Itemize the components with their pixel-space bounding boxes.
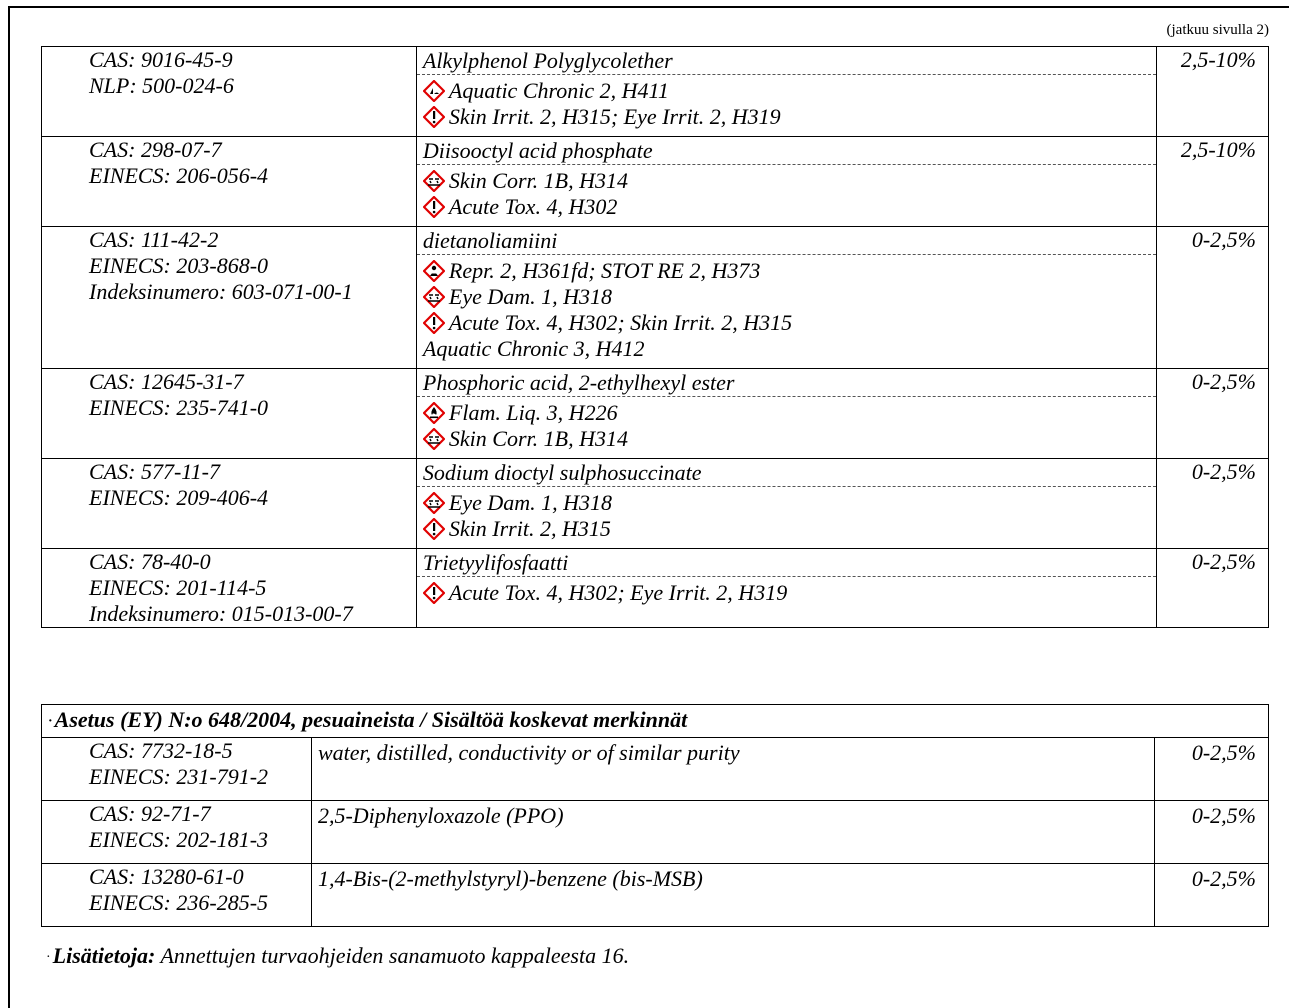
exclamation-icon (423, 312, 445, 334)
substance-cell (416, 47, 1156, 137)
percent-cell: 0-2,5% (1157, 369, 1269, 459)
percent-cell: 0-2,5% (1155, 738, 1269, 801)
hazard-text: Eye Dam. 1, H318 (448, 284, 613, 309)
identifier-text: CAS: 111-42-2 (89, 227, 219, 252)
identifier-text: CAS: 12645-31-7 (89, 369, 244, 394)
identifier-text: CAS: 298-07-7 (89, 137, 222, 162)
identifier-text: EINECS: 202-181-3 (89, 827, 269, 852)
identifier-text: Indeksinumero: 015-013-00-7 (89, 601, 353, 626)
identifiers-cell (42, 738, 312, 801)
identifier-text: CAS: 13280-61-0 (89, 864, 244, 889)
substance-row (42, 549, 1269, 628)
hazard-classification (417, 104, 1156, 130)
substance-row (42, 47, 1269, 137)
ingredient-name: 2,5-Diphenyloxazole (PPO) (311, 801, 1154, 864)
identifier-text: EINECS: 206-056-4 (89, 163, 269, 188)
hazard-text: Eye Dam. 1, H318 (448, 490, 613, 515)
ingredient-name: 1,4-Bis-(2-methylstyryl)-benzene (bis-MSB) (311, 864, 1154, 927)
identifier-text: EINECS: 231-791-2 (89, 764, 269, 789)
identifiers-cell (42, 801, 312, 864)
substance-name: Diisooctyl acid phosphate (417, 137, 1156, 165)
percent-cell: 2,5-10% (1157, 47, 1269, 137)
ingredient-row (42, 738, 1269, 801)
hazard-classification (417, 426, 1156, 452)
cell-padding (417, 362, 1156, 368)
identifier-text: CAS: 78-40-0 (89, 549, 211, 574)
substance-cell (416, 549, 1156, 628)
hazard-classification (417, 258, 1156, 284)
hazard-classification (417, 516, 1156, 542)
identifier-text: NLP: 500-024-6 (89, 73, 234, 98)
substance-name: Alkylphenol Polyglycolether (417, 47, 1156, 75)
identifiers-cell (42, 227, 417, 369)
identifier-text: CAS: 7732-18-5 (89, 738, 233, 763)
identifiers-cell (42, 864, 312, 927)
cell-padding (417, 452, 1156, 458)
hazard-text: Acute Tox. 4, H302; Skin Irrit. 2, H315 (448, 310, 793, 335)
corrosion-icon (423, 286, 445, 308)
hazard-extra: Aquatic Chronic 3, H412 (422, 336, 645, 361)
hazard-text: Skin Corr. 1B, H314 (448, 168, 628, 193)
substance-row (42, 227, 1269, 369)
hazard-classification (417, 580, 1156, 606)
footer-text: Annettujen turvaohjeiden sanamuoto kappaleesta 16. (160, 943, 630, 968)
hazard-classification (417, 168, 1156, 194)
exclamation-icon (423, 582, 445, 604)
regulation-heading: ·Asetus (EY) N:o 648/2004, pesuaineista / Sisältöä koskevat merkinnät (48, 707, 688, 732)
hazard-text: Flam. Liq. 3, H226 (448, 400, 618, 425)
percent-cell: 0-2,5% (1155, 801, 1269, 864)
substance-row (42, 369, 1269, 459)
identifiers-cell (42, 549, 417, 628)
hazard-classification (417, 400, 1156, 426)
hazard-classification (417, 284, 1156, 310)
identifiers-cell (42, 47, 417, 137)
cell-padding (417, 130, 1156, 136)
environment-icon (423, 80, 445, 102)
identifier-text: CAS: 92-71-7 (89, 801, 211, 826)
hazard-classification (417, 194, 1156, 220)
substance-cell (416, 459, 1156, 549)
ingredients-table (41, 737, 1269, 927)
identifiers-cell (42, 459, 417, 549)
cell-padding (417, 606, 1156, 612)
substance-row (42, 459, 1269, 549)
hazard-classification (417, 310, 1156, 336)
percent-cell: 0-2,5% (1157, 549, 1269, 628)
exclamation-icon (423, 106, 445, 128)
ingredient-row (42, 864, 1269, 927)
hazardous-substances-table (41, 46, 1269, 628)
hazard-classification (417, 78, 1156, 104)
hazard-text: Repr. 2, H361fd; STOT RE 2, H373 (448, 258, 761, 283)
health-hazard-icon (423, 260, 445, 282)
identifier-text: EINECS: 203-868-0 (89, 253, 269, 278)
cell-padding (417, 542, 1156, 548)
footer-label: Lisätietoja: (52, 943, 156, 968)
hazard-classification (417, 490, 1156, 516)
substance-cell (416, 227, 1156, 369)
substance-name: dietanoliamiini (417, 227, 1156, 255)
exclamation-icon (423, 518, 445, 540)
identifier-text: CAS: 577-11-7 (89, 459, 220, 484)
substance-name: Sodium dioctyl sulphosuccinate (417, 459, 1156, 487)
percent-cell: 0-2,5% (1157, 459, 1269, 549)
continuation-note: (jatkuu sivulla 2) (1166, 22, 1269, 38)
exclamation-icon (423, 196, 445, 218)
ingredient-name: water, distilled, conductivity or of similar purity (311, 738, 1154, 801)
substance-cell (416, 137, 1156, 227)
ingredient-row (42, 801, 1269, 864)
corrosion-icon (423, 492, 445, 514)
footer-note: ·Lisätietoja: Annettujen turvaohjeiden sanamuoto kappaleesta 16. (46, 943, 630, 968)
flame-icon (423, 402, 445, 424)
percent-cell: 0-2,5% (1155, 864, 1269, 927)
identifier-text: Indeksinumero: 603-071-00-1 (89, 279, 353, 304)
hazard-text: Skin Irrit. 2, H315 (448, 516, 611, 541)
substance-name: Phosphoric acid, 2-ethylhexyl ester (417, 369, 1156, 397)
identifier-text: EINECS: 201-114-5 (89, 575, 267, 600)
identifiers-cell (42, 369, 417, 459)
identifier-text: CAS: 9016-45-9 (89, 47, 233, 72)
hazard-text: Acute Tox. 4, H302; Eye Irrit. 2, H319 (448, 580, 788, 605)
hazard-text: Aquatic Chronic 2, H411 (448, 78, 669, 103)
substance-name: Trietyylifosfaatti (417, 549, 1156, 577)
substance-row (42, 137, 1269, 227)
cell-padding (417, 220, 1156, 226)
identifiers-cell (42, 137, 417, 227)
regulation-box (41, 704, 1269, 738)
identifier-text: EINECS: 209-406-4 (89, 485, 269, 510)
identifier-text: EINECS: 235-741-0 (89, 395, 269, 420)
hazard-text: Skin Corr. 1B, H314 (448, 426, 628, 451)
corrosion-icon (423, 428, 445, 450)
corrosion-icon (423, 170, 445, 192)
identifier-text: EINECS: 236-285-5 (89, 890, 269, 915)
hazard-text: Skin Irrit. 2, H315; Eye Irrit. 2, H319 (448, 104, 781, 129)
percent-cell: 0-2,5% (1157, 227, 1269, 369)
substance-cell (416, 369, 1156, 459)
hazard-text: Acute Tox. 4, H302 (448, 194, 618, 219)
percent-cell: 2,5-10% (1157, 137, 1269, 227)
